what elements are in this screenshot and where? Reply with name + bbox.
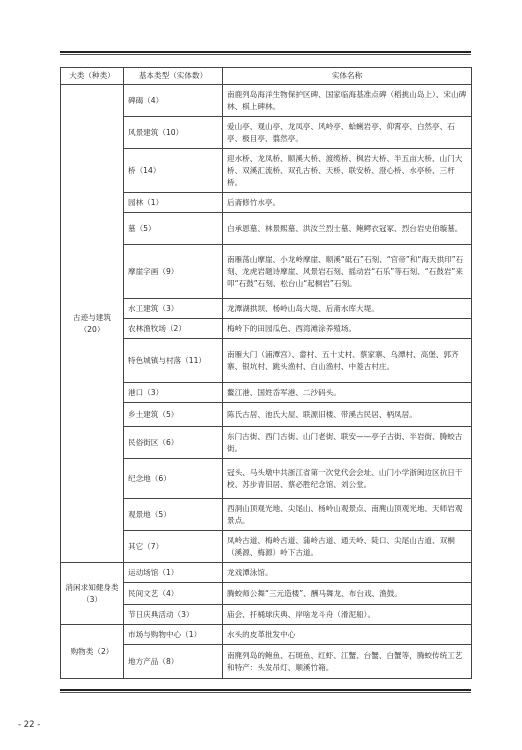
base-type-cell: 民间文艺（4） <box>124 583 223 605</box>
entity-cell: 南雁大门（浦潭宫）、畲村、五十丈村、蔡家寨、乌潭村、高堡、郭齐寨、银坑村、跳头渔村、白山渔村、中菱古村庄。 <box>223 339 472 383</box>
entity-cell: 白承恩墓、林景熙墓、洪汝兰烈士墓、鲍鳄衣冠冢、烈台岩史伯璇墓。 <box>223 213 472 245</box>
table-header-row <box>61 68 472 85</box>
header-category: 大类（种类） <box>61 68 124 85</box>
base-type-cell: 园林（1） <box>124 193 223 213</box>
entity-cell: 龙戏潭泳馆。 <box>223 563 472 583</box>
category-cell: 古迹与建筑（20） <box>61 85 124 563</box>
entity-cell: 冠头、马头墩中共浙江省第一次党代会会址、山门小学浙闽边区抗日干校、苏步青旧居、蔡必胜纪念馆、刘公堂。 <box>223 459 472 499</box>
bottom-rule <box>60 689 471 691</box>
entity-cell: 龙潭湖拱坝、杨岭山岛大堤、后斋水库大堤。 <box>223 299 472 319</box>
base-type-cell: 节日庆典活动（3） <box>124 605 223 625</box>
base-type-cell: 港口（3） <box>124 383 223 403</box>
table-row <box>61 625 472 645</box>
top-rule <box>60 51 471 53</box>
base-type-cell: 摩崖字画（9） <box>124 245 223 299</box>
entity-cell: 凤岭古道、梅岭古道、蒲岭古道、通天岭、陡口、尖尾山古道、双桐（溪源、梅源）岭下古道。 <box>223 531 472 563</box>
bottom-rule-thin <box>60 692 471 693</box>
base-type-cell: 农林渔牧场（2） <box>124 319 223 339</box>
entity-cell: 南麂列岛的鲍鱼、石斑鱼、红虾、江蟹、台蟹、白蟹等，腾蛟传统工艺和特产：头发吊灯、顺溪竹箱。 <box>223 645 472 679</box>
base-type-cell: 观景地（5） <box>124 499 223 531</box>
base-type-cell: 特色城镇与村落（11） <box>124 339 223 383</box>
page-number: - 22 - <box>18 720 41 730</box>
base-type-cell: 墓（5） <box>124 213 223 245</box>
base-type-cell: 民俗街区（6） <box>124 427 223 459</box>
base-type-cell: 其它（7） <box>124 531 223 563</box>
entity-cell: 后斋修竹水亭。 <box>223 193 472 213</box>
entity-cell: 南鹿列岛海洋生物保护区碑、国家临海基准点碑（稻挑山岛上）、宋山碑林、棋上碑林。 <box>223 85 472 117</box>
entity-cell: 南雁荡山摩崖、小龙岭摩崖、顺溪“砥石”石刻、“官帝”和“海天拱印”石刻、龙虎岩题诗摩崖、风景岩石刻、摇动岩“石乐”等石刻、“石鼓岩”来叩“石鼓”石刻、松台山“起桐岩”石刻。 <box>223 245 472 299</box>
base-type-cell: 风景建筑（10） <box>124 117 223 149</box>
base-type-cell: 纪念地（6） <box>124 459 223 499</box>
entity-cell: 爱山亭、观山亭、龙凤亭、风岭亭、蛤蜊岩亭、仰霄亭、白然亭、石亭、极目亭、翦然亭。 <box>223 117 472 149</box>
category-cell: 购物类（2） <box>61 625 124 679</box>
header-base-type: 基本类型（实体数） <box>124 68 223 85</box>
base-type-cell: 地方产品（8） <box>124 645 223 679</box>
category-cell: 消闲求知健身类（3） <box>61 563 124 625</box>
entity-cell: 迎水桥、龙凤桥、顺溪大桥、渡缆桥、枫岩大桥、半五亩大桥、山门大桥、双溪汇流桥、双孔古桥、天桥、联安桥、澄心桥、水亭桥、三杆桥。 <box>223 149 472 193</box>
base-type-cell: 市场与购物中心（1） <box>124 625 223 645</box>
entity-cell: 陈氏古居、池氏大屋、联源旧楼、带溪古民居、柄凤居。 <box>223 403 472 427</box>
base-type-cell: 桥（14） <box>124 149 223 193</box>
entity-cell: 梅岭下的田园瓜色、西湾滩涂养殖场。 <box>223 319 472 339</box>
base-type-cell: 运动场馆（1） <box>124 563 223 583</box>
resource-table <box>60 67 472 679</box>
entity-cell: 东门古街、西门古街、山门老街、联安——亭子古街、半岩街、腾蛟古街。 <box>223 427 472 459</box>
table-row <box>61 85 472 117</box>
entity-cell: 西洞山顶观光地、尖尾山、杨岭山观景点、南麂山顶观光地、天师岩观景点。 <box>223 499 472 531</box>
top-rule-thin <box>60 54 471 55</box>
base-type-cell: 水工建筑（3） <box>124 299 223 319</box>
table-row <box>61 563 472 583</box>
header-entity-names: 实体名称 <box>223 68 472 85</box>
entity-cell: 鳌江港、国姓岙军港、二沙码头。 <box>223 383 472 403</box>
entity-cell: 庙会、扦桶球庆典、岸啥龙斗舟（滑泥船）。 <box>223 605 472 625</box>
base-type-cell: 乡土建筑（5） <box>124 403 223 427</box>
entity-cell: 水头的皮革批发中心 <box>223 625 472 645</box>
base-type-cell: 碑碣（4） <box>124 85 223 117</box>
entity-cell: 腾蛟师公舞“三元造楼”、酬马舞龙、布台戏、渔鼓。 <box>223 583 472 605</box>
